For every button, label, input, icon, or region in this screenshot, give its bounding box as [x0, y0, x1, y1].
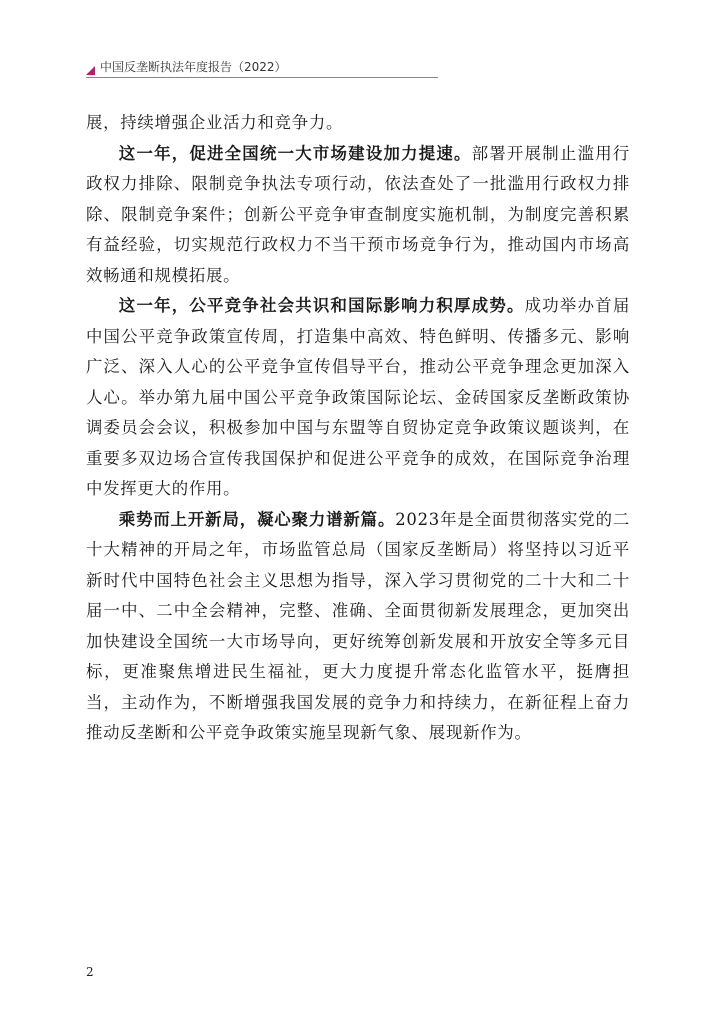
running-header	[86, 58, 438, 78]
paragraph-new-chapter	[86, 505, 630, 749]
paragraph-continuation	[86, 108, 630, 139]
body-text	[86, 108, 630, 749]
paragraph-lead: 这一年，促进全国统一大市场建设加力提速。	[118, 143, 472, 163]
paragraph-fair-competition-consensus	[86, 291, 630, 505]
header-title: 中国反垄断执法年度报告（2022）	[100, 60, 287, 74]
paragraph-text: 展，持续增强企业活力和竞争力。	[86, 113, 344, 132]
paragraph-market-integration	[86, 139, 630, 292]
header-rule	[86, 77, 438, 78]
page-number: 2	[86, 965, 94, 979]
paragraph-text: 2023年是全面贯彻落实党的二十大精神的开局之年，市场监管总局（国家反垄断局）将坚持以习近平新时代中国特色社会主义思想为指导，深入学习贯彻党的二十大和二十届一中、二中全会精神，完整、准确、全面贯彻新发展理念，更加突出加快建设全国统一大市场导向，更好统筹创新发展和开放安全等多元目标，更准聚焦增进民生福祉，更大力度提升常态化监管水平，挺膺担当，主动作为，不断增强我国发展的竞争力和持续力，在新征程上奋力推动反垄断和公平竞争政策实施呈现新气象、展现新作为。	[86, 509, 630, 742]
paragraph-text: 部署开展制止滥用行政权力排除、限制竞争执法专项行动，依法查处了一批滥用行政权力排除、限制竞争案件；创新公平竞争审查制度实施机制，为制度完善积累有益经验，切实规范行政权力不当干预市场竞争行为，推动国内市场高效畅通和规模拓展。	[86, 143, 631, 285]
paragraph-text: 成功举办首届中国公平竞争政策宣传周，打造集中高效、特色鲜明、传播多元、影响广泛、深入人心的公平竞争宣传倡导平台，推动公平竞争理念更加深入人心。举办第九届中国公平竞争政策国际论坛、金砖国家反垄断政策协调委员会会议，积极参加中国与东盟等自贸协定竞争政策议题谈判，在重要多双边场合宣传我国保护和促进公平竞争的成效，在国际竞争治理中发挥更大的作用。	[86, 296, 631, 498]
paragraph-lead: 这一年，公平竞争社会共识和国际影响力积厚成势。	[118, 296, 525, 315]
paragraph-lead: 乘势而上开新局，凝心聚力谱新篇。	[118, 509, 396, 529]
header-triangle-icon	[86, 66, 95, 75]
